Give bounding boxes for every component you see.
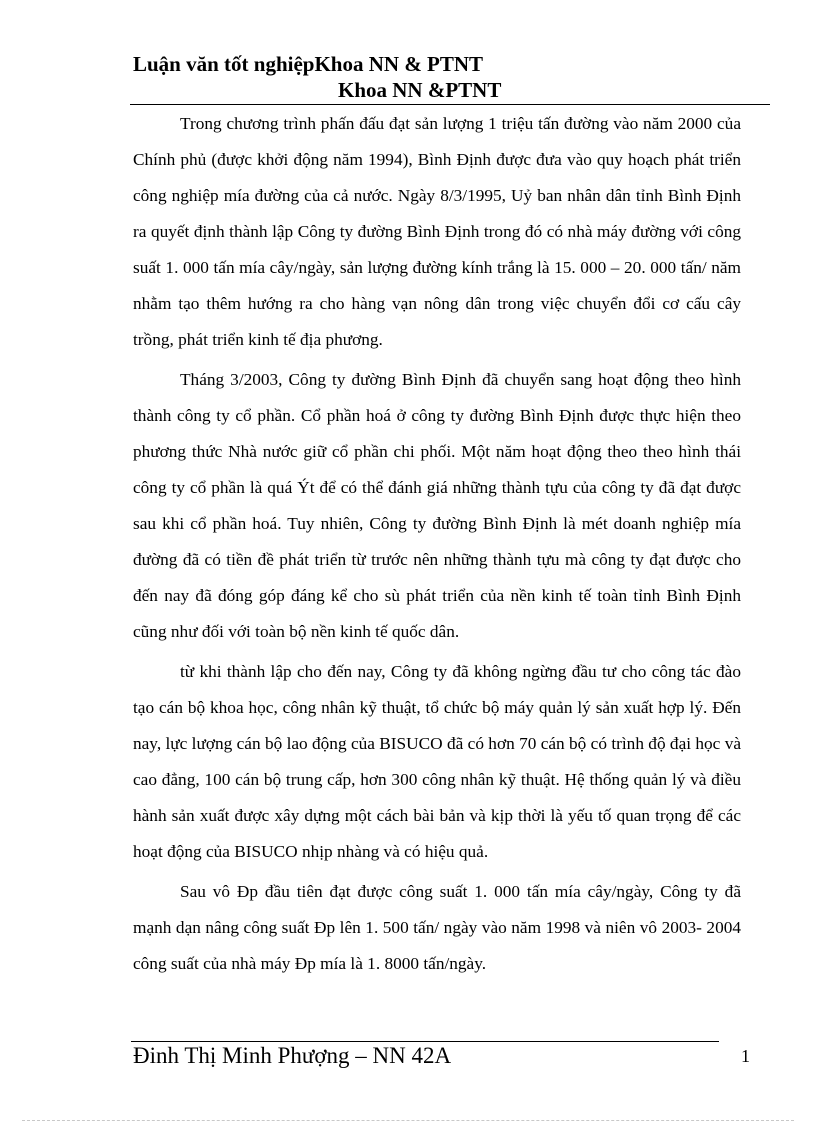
page-number: 1: [741, 1046, 750, 1066]
page-boundary: [22, 1120, 794, 1121]
header-subtitle: Khoa NN &PTNT: [338, 78, 502, 102]
paragraph: từ khi thành lập cho đến nay, Công ty đã không ngừng đầu tư cho công tác đào tạo cán bộ khoa học, công nhân kỹ thuật, tổ chức bộ máy quản lý sản xuất hợp lý. Đến nay, lực lượng cán bộ lao động của BISUCO đã có hơn 70 cán bộ có trình độ đại học và cao đẳng, 100 cán bộ trung cấp, hơn 300 công nhân kỹ thuật. Hệ thống quản lý và điều hành sản xuất được xây dựng một cách bài bản và kịp thời là yếu tố quan trọng để các hoạt động của BISUCO nhịp nhàng và có hiệu quả.: [133, 662, 741, 861]
header-title: Luận văn tốt nghiệpKhoa NN & PTNT: [133, 52, 484, 76]
paragraph: Sau vô Ðp đầu tiên đạt được công suất 1. 000 tấn mía cây/ngày, Công ty đã mạnh dạn nâng công suất Ðp lên 1. 500 tấn/ ngày vào năm 1998 và niên vô 2003- 2004 công suất của nhà máy Ðp mía là 1. 8000 tấn/ngày.: [133, 882, 741, 973]
paragraph: Tháng 3/2003, Công ty đường Bình Định đã chuyển sang hoạt động theo hình thành công ty cổ phần. Cổ phần hoá ở công ty đường Bình Định được thực hiện theo phương thức Nhà nước giữ cổ phần chi phối. Một năm hoạt động theo theo hình thái công ty cổ phần là quá Ýt để có thể đánh giá những thành tựu của công ty đã đạt được sau khi cổ phần hoá. Tuy nhiên, Công ty đường Bình Định là mét doanh nghiệp mía đường đã có tiền đề phát triển từ trước nên những thành tựu mà công ty đạt được cho đến nay đã đóng góp đáng kể cho sù phát triển của nền kinh tế toàn tỉnh Bình Định cũng như đối với toàn bộ nền kinh tế quốc dân.: [133, 370, 741, 641]
document-body: [133, 106, 741, 986]
header-divider: [130, 104, 770, 105]
footer-divider: [131, 1041, 719, 1042]
paragraph: Trong chương trình phấn đấu đạt sản lượng 1 triệu tấn đường vào năm 2000 của Chính phủ (được khởi động năm 1994), Bình Định được đưa vào quy hoạch phát triển công nghiệp mía đường của cả nước. Ngày 8/3/1995, Uỷ ban nhân dân tỉnh Bình Định ra quyết định thành lập Công ty đường Bình Định trong đó có nhà máy đường với công suất 1. 000 tấn mía cây/ngày, sản lượng đường kính trắng là 15. 000 – 20. 000 tấn/ năm nhằm tạo thêm hướng ra cho hàng vạn nông dân trong việc chuyển đổi cơ cấu cây trồng, phát triển kinh tế địa phương.: [133, 114, 741, 349]
footer-author: Đinh Thị Minh Phượng – NN 42A: [133, 1043, 452, 1068]
